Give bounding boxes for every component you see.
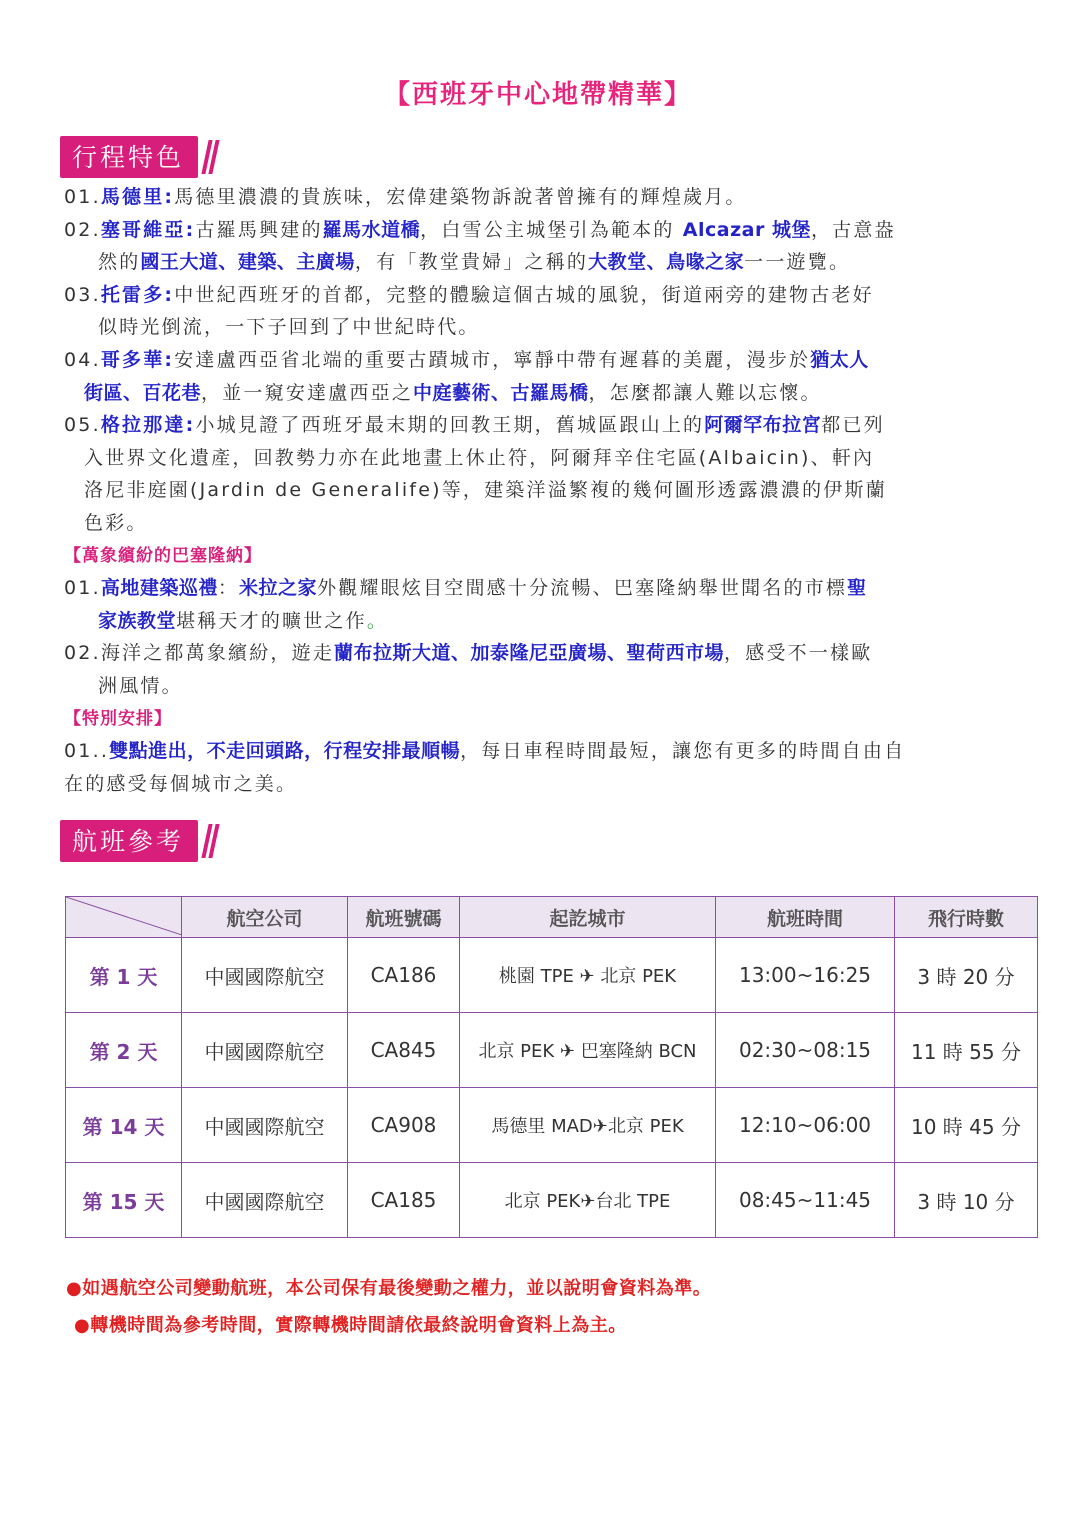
item-text: 入世界文化遺產，回教勢力亦在此地畫上休止符，阿爾拜辛住宅區(Albaicin)、軒內: [84, 446, 875, 469]
item-text: ，感受不一樣歐: [724, 642, 873, 665]
item-text: ，白雪公主城堡引為範本的: [420, 218, 683, 241]
item-number: 01.: [64, 186, 101, 208]
item-text: 色彩。: [84, 511, 148, 534]
barcelona-item-1: [64, 572, 1014, 605]
time-cell: 12:10~06:00: [716, 1088, 895, 1163]
barcelona-item-1-cont: [64, 605, 1014, 638]
day-cell: 第 2 天: [66, 1013, 182, 1088]
airline-cell: 中國國際航空: [182, 1088, 348, 1163]
section-bars-decoration: [202, 140, 216, 174]
item-number: 05.: [64, 414, 101, 437]
special-subheader: 【特別安排】: [64, 708, 172, 729]
item-text: 一一遊覽。: [744, 251, 851, 274]
day-cell: 第 14 天: [66, 1088, 182, 1163]
item-text: 中世紀西班牙的首都，完整的體驗這個古城的風貌，街道兩旁的建物古老好: [174, 283, 874, 306]
table-row: [66, 938, 1038, 1013]
note-line: ●如遇航空公司變動航班，本公司保有最後變動之權力，並以說明會資料為準。: [66, 1278, 712, 1299]
item-number: 01.: [64, 577, 101, 600]
section-label-flights: 航班參考: [60, 820, 198, 862]
route-cell: 北京 PEK✈台北 TPE: [460, 1163, 716, 1238]
highlight-text: 街區、百花巷: [84, 381, 202, 404]
feature-item-4: [64, 344, 1014, 377]
day-cell: 第 1 天: [66, 938, 182, 1013]
flight-table: [65, 896, 1038, 1238]
item-text: 都已列: [821, 414, 885, 437]
item-number: 01..: [64, 740, 110, 763]
table-row: [66, 1088, 1038, 1163]
table-row: [66, 1013, 1038, 1088]
feature-item-3: [64, 279, 1014, 312]
section-label-features: 行程特色: [60, 136, 198, 178]
airline-cell: 中國國際航空: [182, 1163, 348, 1238]
column-header: 航班時間: [716, 897, 895, 938]
special-item-1: [64, 735, 1014, 768]
column-header: 起訖城市: [460, 897, 716, 938]
item-text: 小城見證了西班牙最末期的回教王期，舊城區跟山上的: [195, 414, 705, 437]
itinerary-features: [64, 181, 1014, 800]
duration-cell: 10 時 45 分: [895, 1088, 1038, 1163]
feature-item-4-cont: [64, 377, 1014, 410]
route-cell: 馬德里 MAD✈北京 PEK: [460, 1088, 716, 1163]
highlight-text: Alcazar 城堡: [682, 218, 811, 241]
item-text: 堪稱天才的曠世之作: [176, 609, 367, 632]
item-text: 洛尼非庭園(Jardin de Generalife)等，建築洋溢繁複的幾何圖形透露濃濃的伊斯蘭: [84, 479, 887, 502]
table-row: [66, 1163, 1038, 1238]
airline-cell: 中國國際航空: [182, 938, 348, 1013]
highlight-text: 羅馬水道橋: [322, 218, 421, 241]
item-text: 安達盧西亞省北端的重要古蹟城市，寧靜中帶有遲暮的美麗，漫步於: [174, 348, 811, 371]
flight-number-cell: CA186: [348, 938, 460, 1013]
feature-item-2: [64, 214, 1014, 247]
feature-item-5-cont: [64, 474, 1014, 507]
item-text: ，古意盎: [810, 218, 896, 241]
barcelona-item-2-cont: [64, 670, 1014, 703]
item-number: 02.: [64, 218, 101, 241]
item-text: ，怎麼都讓人難以忘懷。: [588, 381, 822, 404]
route-cell: 桃園 TPE ✈ 北京 PEK: [460, 938, 716, 1013]
note-line: ●轉機時間為參考時間，實際轉機時間請依最終說明會資料上為主。: [74, 1315, 627, 1336]
column-header: 航班號碼: [348, 897, 460, 938]
page-title: 【西班牙中心地帶精華】: [383, 80, 692, 110]
special-item-1-cont: [64, 768, 1014, 801]
highlight-text: 雙點進出，不走回頭路，行程安排最順暢: [109, 740, 461, 763]
column-header: 飛行時數: [895, 897, 1038, 938]
highlight-text: 國王大道、建築、主廣場: [140, 251, 355, 274]
feature-item-2-cont: [64, 246, 1014, 279]
place-name: 哥多華:: [100, 348, 175, 371]
duration-cell: 3 時 20 分: [895, 938, 1038, 1013]
highlight-text: 大教堂、鳥喙之家: [588, 251, 745, 274]
feature-item-1: [64, 181, 1014, 214]
item-text: ，有「教堂貴婦」之稱的: [354, 251, 589, 274]
airline-cell: 中國國際航空: [182, 1013, 348, 1088]
time-cell: 02:30~08:15: [716, 1013, 895, 1088]
item-text: ：: [217, 577, 240, 600]
highlight-text: 阿爾罕布拉宮: [704, 414, 822, 437]
highlight-text: 家族教堂: [98, 609, 177, 632]
item-text: 海洋之都萬象繽紛，遊走: [100, 642, 335, 665]
item-text: 。: [366, 609, 389, 632]
time-cell: 13:00~16:25: [716, 938, 895, 1013]
item-text: 外觀耀眼炫目空間感十分流暢、巴塞隆納舉世聞名的市標: [317, 577, 848, 600]
feature-item-5-cont: [64, 507, 1014, 540]
item-number: 03.: [64, 283, 101, 306]
flight-number-cell: CA908: [348, 1088, 460, 1163]
duration-cell: 11 時 55 分: [895, 1013, 1038, 1088]
item-text: 似時光倒流，一下子回到了中世紀時代。: [98, 316, 480, 339]
item-number: 02.: [64, 642, 101, 665]
item-text: 洲風情。: [98, 674, 183, 697]
highlight-text: 中庭藝術、古羅馬橋: [413, 381, 589, 404]
place-name: 托雷多:: [100, 283, 175, 306]
section-header-features: [60, 137, 216, 177]
item-text: 在的感受每個城市之美。: [64, 772, 298, 795]
corner-cell: [66, 897, 182, 938]
place-name: 馬德里:: [100, 186, 175, 208]
highlight-text: 高地建築巡禮: [100, 577, 218, 600]
time-cell: 08:45~11:45: [716, 1163, 895, 1238]
item-text: 馬德里濃濃的貴族味，宏偉建築物訴說著曾擁有的輝煌歲月。: [174, 186, 747, 208]
item-text: 然的: [98, 251, 141, 274]
barcelona-item-2: [64, 637, 1014, 670]
section-header-flights: [60, 821, 216, 861]
notes-block: [66, 1270, 711, 1344]
item-number: 04.: [64, 348, 101, 371]
flight-number-cell: CA845: [348, 1013, 460, 1088]
barcelona-subheader: 【萬象繽紛的巴塞隆納】: [64, 545, 262, 566]
route-cell: 北京 PEK ✈ 巴塞隆納 BCN: [460, 1013, 716, 1088]
column-header: 航空公司: [182, 897, 348, 938]
highlight-text: 聖: [847, 577, 867, 600]
item-text: ，每日車程時間最短，讓您有更多的時間自由自: [460, 740, 906, 763]
place-name: 格拉那達:: [100, 414, 196, 437]
highlight-text: 猶太人: [810, 348, 869, 371]
flight-number-cell: CA185: [348, 1163, 460, 1238]
feature-item-3-cont: [64, 311, 1014, 344]
diagonal-line: [66, 897, 182, 935]
day-cell: 第 15 天: [66, 1163, 182, 1238]
item-text: 古羅馬興建的: [195, 218, 323, 241]
highlight-text: 蘭布拉斯大道、加泰隆尼亞廣場、聖荷西市場: [334, 642, 725, 665]
duration-cell: 3 時 10 分: [895, 1163, 1038, 1238]
feature-item-5: [64, 409, 1014, 442]
item-text: ，並一窺安達盧西亞之: [201, 381, 414, 404]
place-name: 塞哥維亞:: [100, 218, 196, 241]
section-bars-decoration: [202, 824, 216, 858]
highlight-text: 米拉之家: [239, 577, 318, 600]
feature-item-5-cont: [64, 442, 1014, 475]
table-header-row: [66, 897, 1038, 938]
